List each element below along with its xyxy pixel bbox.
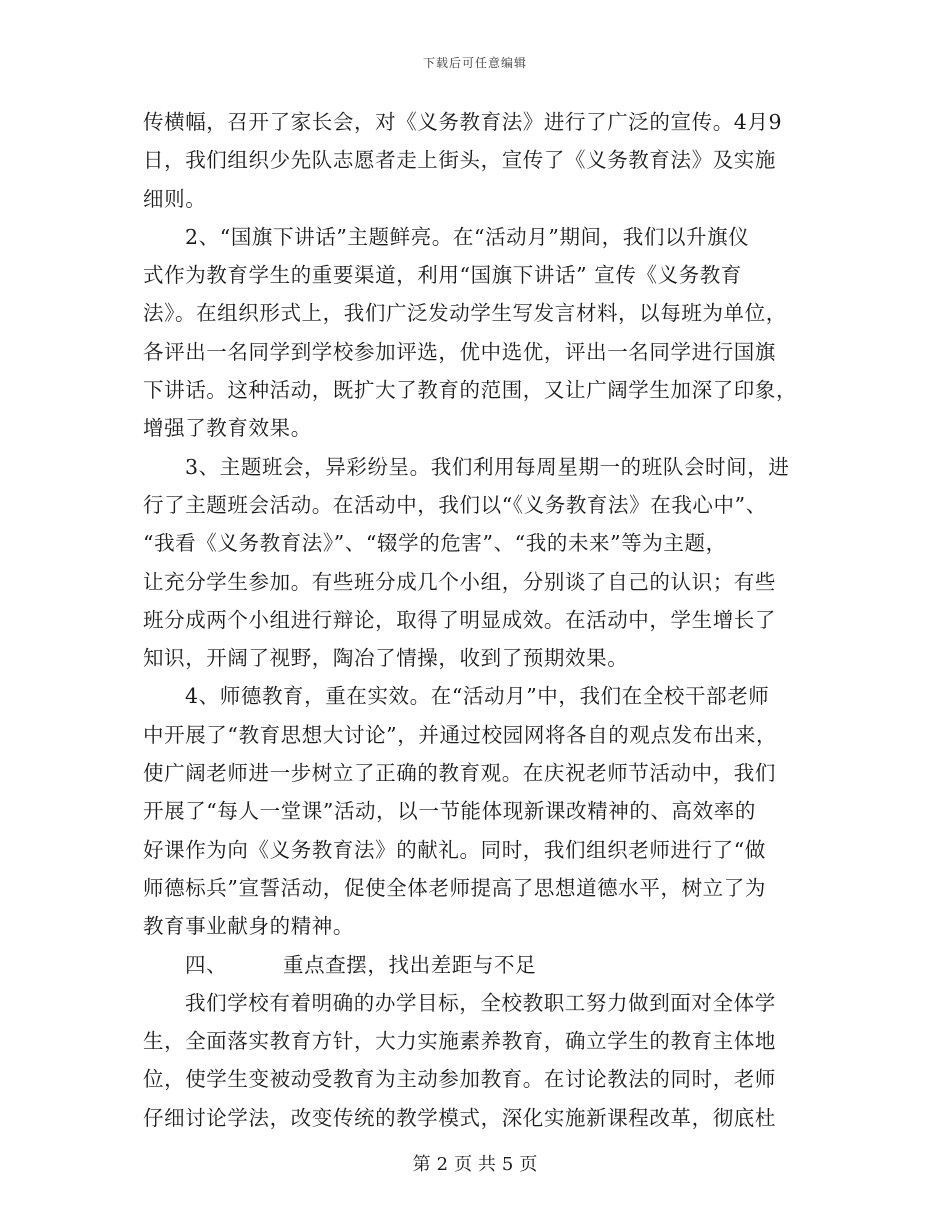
section-heading-number: 四、 <box>185 952 228 977</box>
body-line: 开展了“每人一堂课”活动，以一节能体现新课改精神的、高效率的 <box>143 799 756 824</box>
body-line: 好课作为向《义务教育法》的献礼。同时，我们组织老师进行了“做 <box>143 837 766 862</box>
body-line: 师德标兵”宣誓活动，促使全体老师提高了思想道德水平，树立了为 <box>143 875 766 900</box>
body-line: 法》。在组织形式上，我们广泛发动学生写发言材料，以每班为单位， <box>143 301 787 326</box>
footer-suffix: 页 <box>519 1154 538 1175</box>
section-heading <box>143 946 803 984</box>
body-line: 日，我们组织少先队志愿者走上街头，宣传了《义务教育法》及实施 <box>143 148 776 173</box>
body-line: 我们学校有着明确的办学目标，全校教职工努力做到面对全体学 <box>185 990 776 1015</box>
body-line: 仔细讨论学法，改变传统的教学模式，深化实施新课程改革，彻底杜 <box>143 1105 776 1130</box>
body-line: 4、师德教育，重在实效。在“活动月”中，我们在全校干部老师 <box>185 684 770 709</box>
body-line: 教育事业献身的精神。 <box>143 914 354 939</box>
body-line: 知识，开阔了视野，陶冶了情操，收到了预期效果。 <box>143 646 629 671</box>
body-line: 使广阔老师进一步树立了正确的教育观。在庆祝老师节活动中，我们 <box>143 761 776 786</box>
body-line: 各评出一名同学到学校参加评选，优中选优，评出一名同学进行国旗 <box>143 339 776 364</box>
page-header-note: 下载后可任意编辑 <box>422 56 527 70</box>
footer-total-pages: 5 <box>501 1154 514 1175</box>
body-line: 增强了教育效果。 <box>143 416 312 441</box>
page-footer <box>0 1150 950 1176</box>
body-line: 式作为教育学生的重要渠道，利用“国旗下讲话” 宣传《义务教育 <box>143 263 742 288</box>
body-line: 生，全面落实教育方针，大力实施素养教育，确立学生的教育主体地 <box>143 1029 776 1054</box>
body-line: “我看《义务教育法》”、“辍学的危害”、“我的未来”等为主题， <box>143 531 727 556</box>
footer-page-number: 2 <box>436 1154 449 1175</box>
body-line: 细则。 <box>143 186 207 211</box>
body-line: 位，使学生变被动受教育为主动参加教育。在讨论教法的同时，老师 <box>143 1067 776 1092</box>
body-line: 传横幅，召开了家长会，对《义务教育法》进行了广泛的宣传。4月9 <box>143 110 783 134</box>
document-body <box>143 103 803 1137</box>
body-line: 班分成两个小组进行辩论，取得了明显成效。在活动中，学生增长了 <box>143 607 776 632</box>
footer-prefix: 第 <box>412 1154 431 1175</box>
section-heading-title: 重点查摆，找出差距与不足 <box>283 952 537 977</box>
body-line: 3、主题班会，异彩纷呈。我们利用每周星期一的班队会时间，进 <box>185 454 790 479</box>
body-line: 2、“国旗下讲话”主题鲜亮。在“活动月”期间，我们以升旗仪 <box>185 224 750 249</box>
body-line: 行了主题班会活动。在活动中，我们以“《义务教育法》在我心中”、 <box>143 492 767 517</box>
body-line: 中开展了“教育思想大讨论”，并通过校园网将各自的观点发布出来， <box>143 722 778 747</box>
body-line: 让充分学生参加。有些班分成几个小组，分别谈了自己的认识；有些 <box>143 569 776 594</box>
body-line: 下讲话。这种活动，既扩大了教育的范围，又让广阔学生加深了印象， <box>143 378 798 403</box>
footer-middle: 页 共 <box>454 1154 496 1175</box>
